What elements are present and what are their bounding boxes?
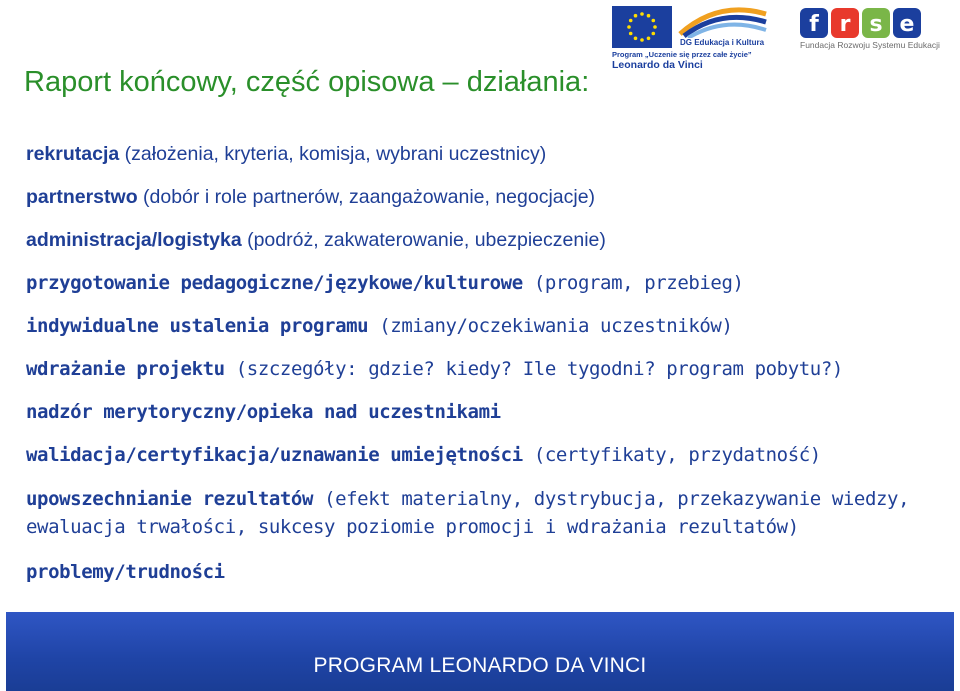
topic-detail: (założenia, kryteria, komisja, wybrani uczestnicy) [124,143,547,165]
footer-program-label: PROGRAM LEONARDO DA VINCI [313,654,647,677]
svg-text:e: e [899,12,915,37]
topic-key: problemy/trudności [26,561,225,583]
topic-walidacja [26,444,821,466]
topic-upowszechnianie [26,488,909,510]
topic-detail: (podróż, zakwaterowanie, ubezpieczenie) [247,229,606,251]
topic-upowszechnianie-continued [26,516,799,538]
topic-key: administracja/logistyka [26,229,242,251]
eu-flag-logo [612,6,672,48]
topic-nadzor [26,401,501,423]
topic-key: rekrutacja [26,143,120,165]
frse-logo [800,4,930,40]
topic-partnerstwo [26,186,595,209]
topic-detail: (certyfikaty, przydatność) [533,444,821,466]
topic-key: wdrażanie projektu [26,358,225,380]
footer-band-fill [6,612,954,691]
svg-text:r: r [839,12,851,37]
slide-title: Raport końcowy, część opisowa – działania: [24,66,590,98]
topic-key: przygotowanie pedagogiczne/językowe/kulturowe [26,272,523,294]
topic-administracja [26,229,606,252]
topic-rekrutacja [26,143,546,166]
topic-przygotowanie [26,272,744,294]
topic-key: upowszechnianie rezultatów [26,488,314,510]
footer-band [0,612,960,691]
topic-detail: (program, przebieg) [533,272,744,294]
topic-detail: (dobór i role partnerów, zaangażowanie, negocjacje) [143,186,596,208]
topic-problemy [26,561,225,583]
topic-key: indywidualne ustalenia programu [26,315,369,337]
topic-detail: (zmiany/oczekiwania uczestników) [379,315,733,337]
svg-text:s: s [869,12,883,37]
leonardo-da-vinci-label: Leonardo da Vinci [612,59,703,71]
svg-text:f: f [809,12,819,37]
program-line: Program „Uczenie się przez całe życie” [612,50,752,59]
topic-detail: ewaluacja trwałości, sukcesy poziomie promocji i wdrażania rezultatów) [26,516,799,538]
topic-detail: (szczegóły: gdzie? kiedy? Ile tygodni? program pobytu?) [235,358,843,380]
topic-key: partnerstwo [26,186,138,208]
topic-key: walidacja/certyfikacja/uznawanie umiejętności [26,444,523,466]
dg-edukacja-label: DG Edukacja i Kultura [680,38,765,47]
topic-wdrazanie [26,358,843,380]
frse-caption: Fundacja Rozwoju Systemu Edukacji [800,40,940,50]
topic-detail: (efekt materialny, dystrybucja, przekazywanie wiedzy, [324,488,910,510]
program-caption [612,50,772,70]
topic-indywidualne-ustalenia [26,315,733,337]
topic-key: nadzór merytoryczny/opieka nad uczestnikami [26,401,501,423]
